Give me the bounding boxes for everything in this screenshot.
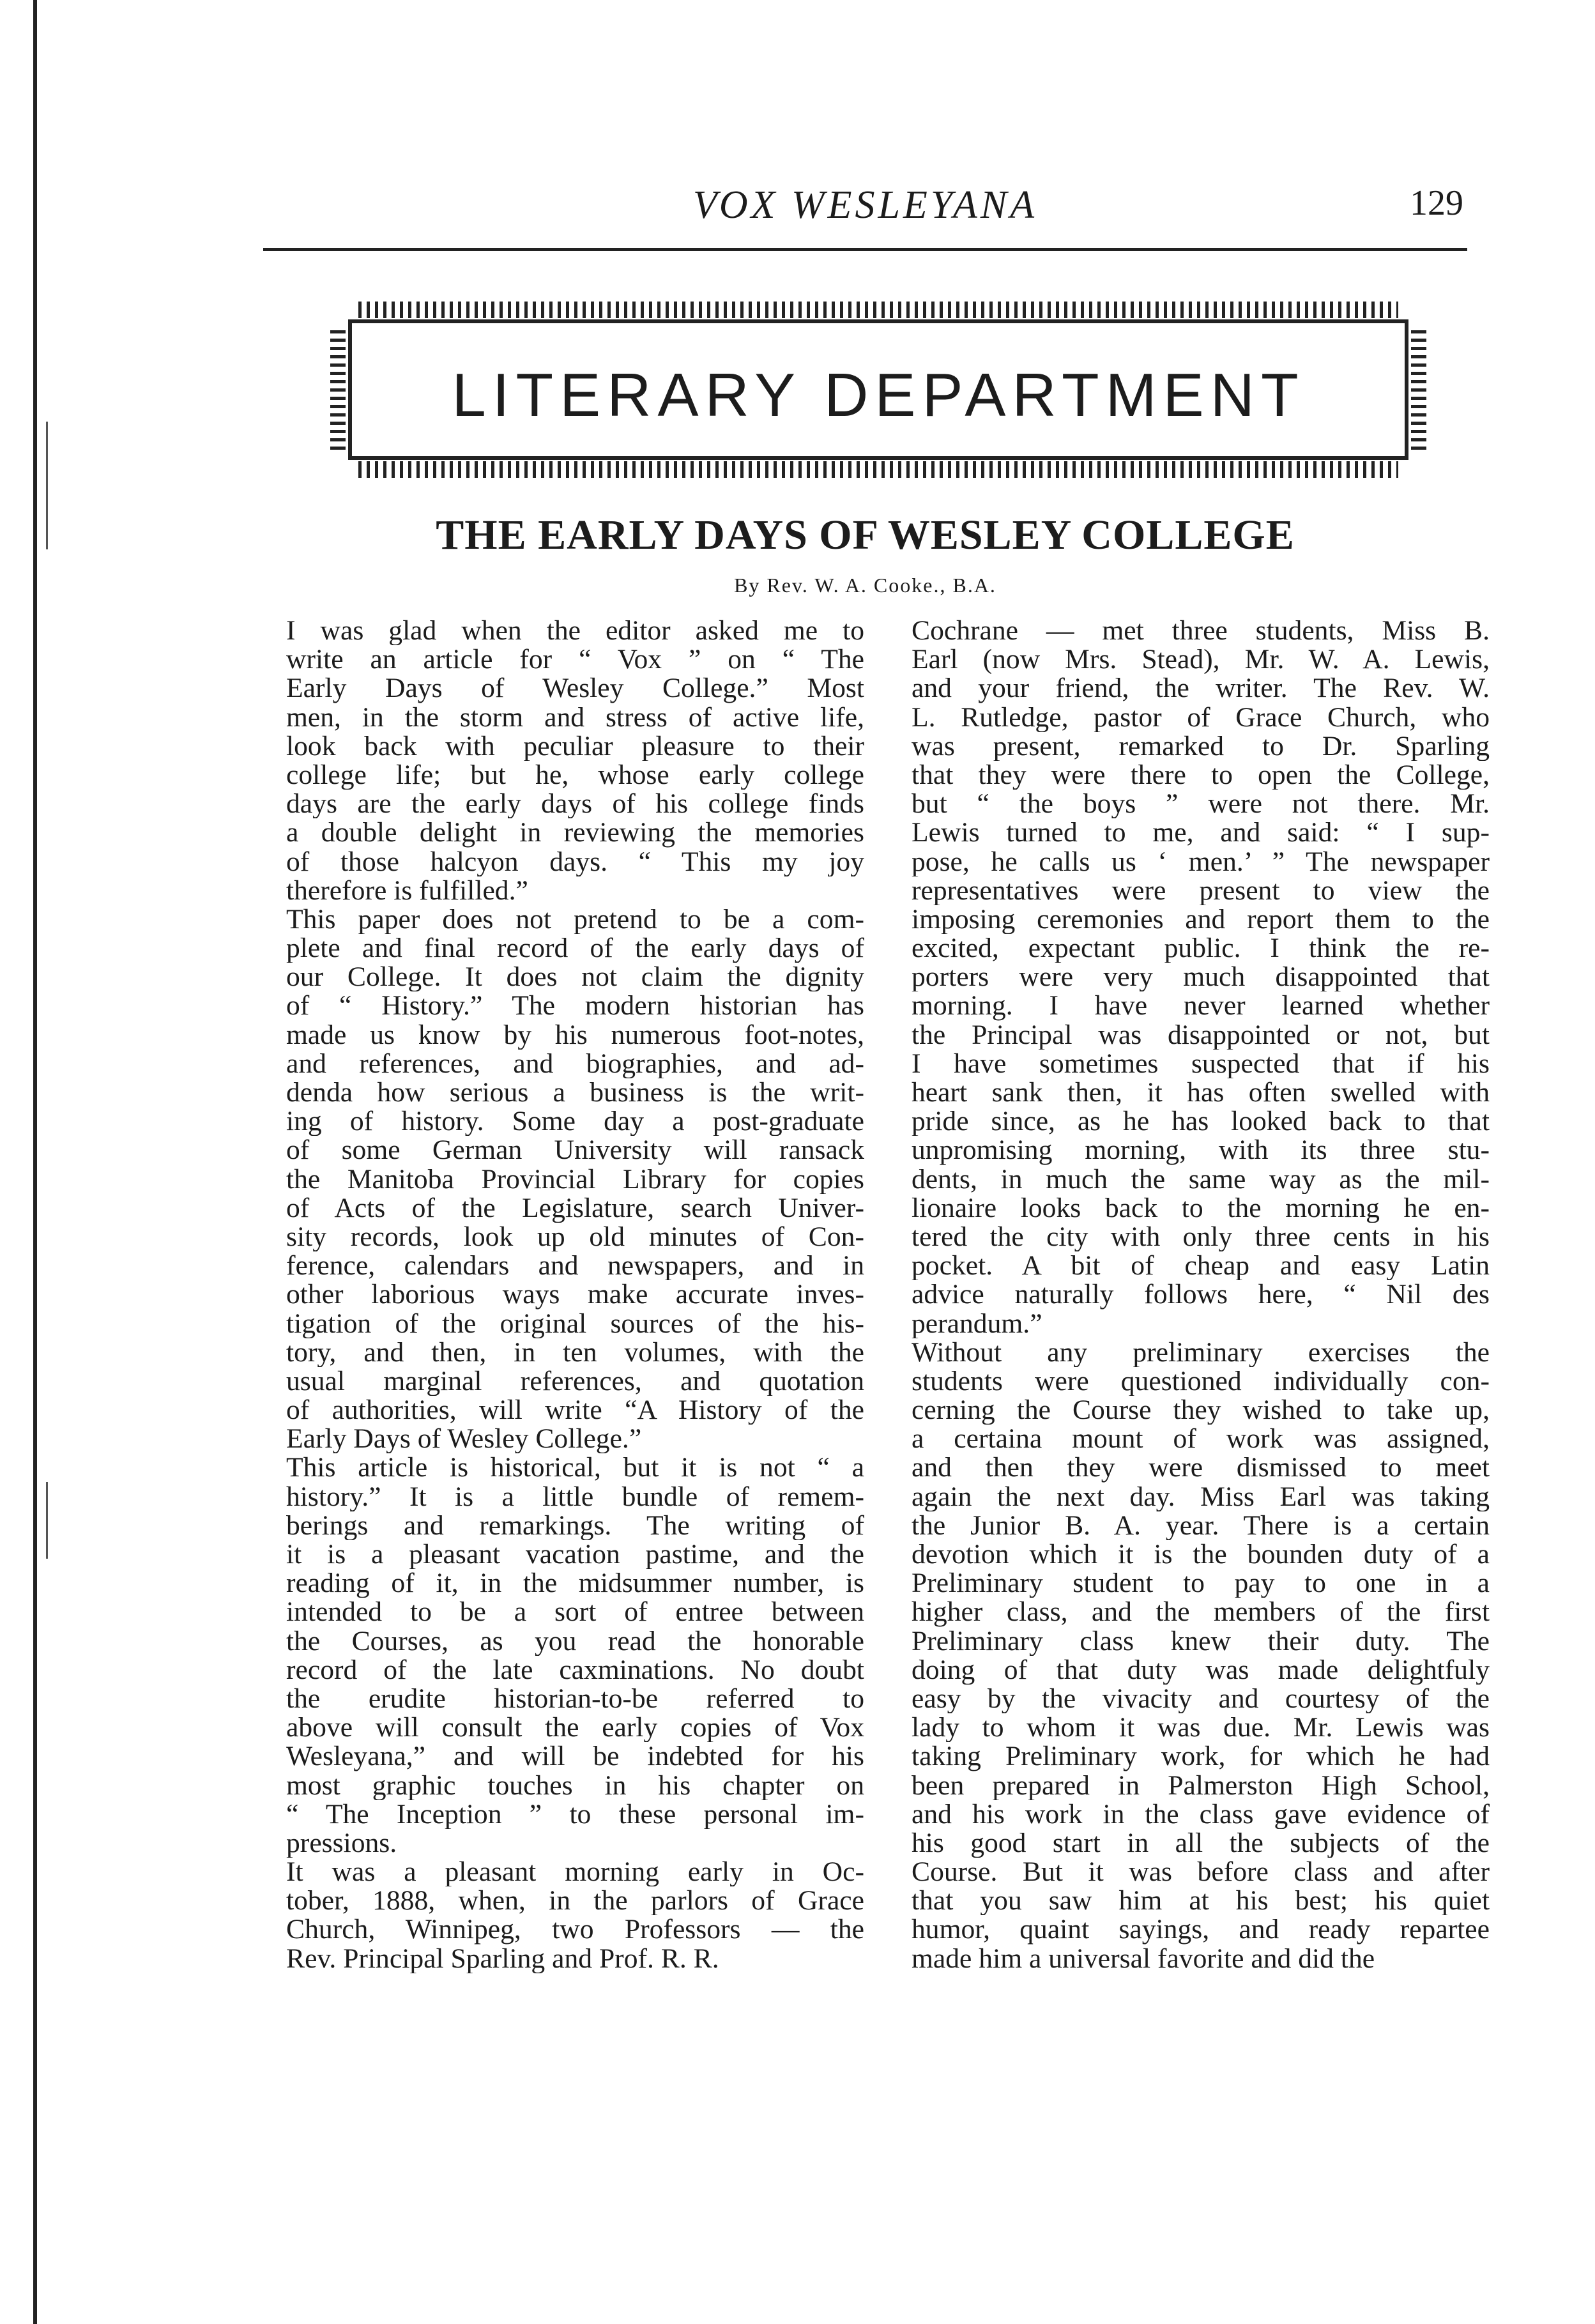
- text-line: heart sank then, it has often swelled with: [912, 1078, 1490, 1108]
- text-line: ing of history. Some day a post-graduate: [286, 1107, 864, 1136]
- text-line: Cochrane — met three students, Miss B.: [912, 616, 1490, 646]
- text-line: tigation of the original sources of the his-: [286, 1309, 864, 1338]
- text-line: Earl (now Mrs. Stead), Mr. W. A. Lewis,: [912, 645, 1490, 675]
- text-line: and your friend, the writer. The Rev. W.: [912, 674, 1490, 703]
- text-column-right: [912, 616, 1490, 1973]
- text-line: a certaina mount of work was assigned,: [912, 1425, 1490, 1454]
- text-line: Church, Winnipeg, two Professors — the: [286, 1915, 864, 1945]
- text-line: humor, quaint sayings, and ready repartee: [912, 1915, 1490, 1945]
- running-header: [263, 174, 1467, 238]
- text-line: a double delight in reviewing the memories: [286, 818, 864, 848]
- text-line: therefore is fulfilled.”: [286, 876, 528, 905]
- text-line: lionaire looks back to the morning he en-: [912, 1193, 1490, 1223]
- text-line: advice naturally follows here, “ Nil des: [912, 1280, 1490, 1310]
- department-banner: [348, 319, 1408, 460]
- text-line: above will consult the early copies of Vox: [286, 1713, 864, 1743]
- text-line: of those halcyon days. “ This my joy: [286, 847, 864, 876]
- text-line: and then they were dismissed to meet: [912, 1453, 1490, 1483]
- text-line: it is a pleasant vacation pastime, and the: [286, 1540, 864, 1570]
- text-line: excited, expectant public. I think the re-: [912, 934, 1490, 963]
- text-line: students were questioned individually con-: [912, 1366, 1490, 1396]
- text-line: of authorities, will write “A History of the: [286, 1396, 864, 1425]
- text-line: made him a universal favorite and did the: [912, 1944, 1375, 1973]
- text-line: pose, he calls us ‘ men.’ ” The newspaper: [912, 847, 1490, 876]
- text-line: tober, 1888, when, in the parlors of Grace: [286, 1886, 864, 1916]
- text-line: Early Days of Wesley College.” Most: [286, 674, 864, 703]
- text-line: I was glad when the editor asked me to: [286, 616, 864, 646]
- text-line: berings and remarkings. The writing of: [286, 1511, 864, 1540]
- department-title: LITERARY DEPARTMENT: [452, 361, 1305, 429]
- text-line: was present, remarked to Dr. Sparling: [912, 731, 1490, 761]
- text-line: Lewis turned to me, and said: “ I sup-: [912, 818, 1490, 848]
- text-line: our College. It does not claim the dignity: [286, 963, 864, 992]
- text-line: tered the city with only three cents in his: [912, 1222, 1490, 1252]
- text-line: of Acts of the Legislature, search Univer-: [286, 1193, 864, 1223]
- text-line: Preliminary student to pay to one in a: [912, 1569, 1490, 1598]
- text-line: his good start in all the subjects of the: [912, 1828, 1490, 1858]
- text-line: history.” It is a little bundle of remem-: [286, 1482, 864, 1511]
- text-line: taking Preliminary work, for which he had: [912, 1742, 1490, 1771]
- text-line: but “ the boys ” were not there. Mr.: [912, 790, 1490, 819]
- text-line: the Junior B. A. year. There is a certain: [912, 1511, 1490, 1540]
- page-number: 129: [1410, 183, 1463, 223]
- text-line: doing of that duty was made delightfuly: [912, 1655, 1490, 1685]
- text-line: representatives were present to view the: [912, 876, 1490, 905]
- text-line: easy by the vivacity and courtesy of the: [912, 1684, 1490, 1714]
- text-line: other laborious ways make accurate inves-: [286, 1280, 864, 1310]
- text-line: pressions.: [286, 1828, 397, 1858]
- text-line: This article is historical, but it is not “ a: [286, 1453, 864, 1483]
- text-column-left: [286, 616, 864, 1973]
- text-line: Without any preliminary exercises the: [912, 1338, 1490, 1367]
- article-byline: By Rev. W. A. Cooke., B.A.: [734, 574, 996, 597]
- running-title: VOX WESLEYANA: [692, 183, 1038, 227]
- text-line: ference, calendars and newspapers, and in: [286, 1251, 864, 1281]
- text-line: the Courses, as you read the honorable: [286, 1626, 864, 1656]
- article-title: THE EARLY DAYS OF WESLEY COLLEGE: [436, 512, 1295, 558]
- text-line: been prepared in Palmerston High School,: [912, 1771, 1490, 1800]
- text-line: perandum.”: [912, 1309, 1042, 1338]
- text-line: This paper does not pretend to be a com-: [286, 905, 864, 935]
- text-line: It was a pleasant morning early in Oc-: [286, 1858, 864, 1887]
- text-line: the Principal was disappointed or not, but: [912, 1020, 1490, 1050]
- text-line: days are the early days of his college finds: [286, 790, 864, 819]
- text-line: lady to whom it was due. Mr. Lewis was: [912, 1713, 1490, 1743]
- text-line: made us know by his numerous foot-notes,: [286, 1020, 864, 1050]
- text-line: tory, and then, in ten volumes, with the: [286, 1338, 864, 1367]
- text-line: usual marginal references, and quotation: [286, 1366, 864, 1396]
- text-line: that they were there to open the College,: [912, 760, 1490, 790]
- text-line: of some German University will ransack: [286, 1136, 864, 1165]
- text-line: Early Days of Wesley College.”: [286, 1425, 642, 1454]
- text-line: cerning the Course they wished to take up,: [912, 1396, 1490, 1425]
- scan-gutter-mark: [46, 422, 48, 549]
- scan-gutter-edge: [33, 0, 37, 2324]
- text-line: that you saw him at his best; his quiet: [912, 1886, 1490, 1916]
- banner-ornament-left: [330, 330, 346, 450]
- text-line: and his work in the class gave evidence of: [912, 1800, 1490, 1829]
- text-line: Course. But it was before class and after: [912, 1858, 1490, 1887]
- text-line: “ The Inception ” to these personal im-: [286, 1800, 864, 1829]
- text-line: unpromising morning, with its three stu-: [912, 1136, 1490, 1165]
- text-line: intended to be a sort of entree between: [286, 1598, 864, 1627]
- text-line: devotion which it is the bounden duty of a: [912, 1540, 1490, 1570]
- text-line: plete and final record of the early days of: [286, 934, 864, 963]
- text-line: of “ History.” The modern historian has: [286, 991, 864, 1021]
- text-line: L. Rutledge, pastor of Grace Church, who: [912, 703, 1490, 732]
- text-line: college life; but he, whose early college: [286, 760, 864, 790]
- text-line: the erudite historian-to-be referred to: [286, 1684, 864, 1714]
- text-line: record of the late caxminations. No doubt: [286, 1655, 864, 1685]
- text-line: I have sometimes suspected that if his: [912, 1049, 1490, 1078]
- text-line: pocket. A bit of cheap and easy Latin: [912, 1251, 1490, 1281]
- text-line: denda how serious a business is the writ-: [286, 1078, 864, 1108]
- text-line: morning. I have never learned whether: [912, 991, 1490, 1021]
- text-line: Preliminary class knew their duty. The: [912, 1626, 1490, 1656]
- scan-gutter-mark: [46, 1482, 48, 1559]
- banner-ornament-right: [1411, 330, 1426, 450]
- text-line: most graphic touches in his chapter on: [286, 1771, 864, 1800]
- text-line: again the next day. Miss Earl was taking: [912, 1482, 1490, 1511]
- text-line: imposing ceremonies and report them to the: [912, 905, 1490, 935]
- text-line: men, in the storm and stress of active life,: [286, 703, 864, 732]
- text-line: sity records, look up old minutes of Con-: [286, 1222, 864, 1252]
- text-line: Rev. Principal Sparling and Prof. R. R.: [286, 1944, 719, 1973]
- text-line: pride since, as he has looked back to that: [912, 1107, 1490, 1136]
- text-line: and references, and biographies, and ad-: [286, 1049, 864, 1078]
- text-line: look back with peculiar pleasure to their: [286, 731, 864, 761]
- text-line: Wesleyana,” and will be indebted for his: [286, 1742, 864, 1771]
- text-line: dents, in much the same way as the mil-: [912, 1165, 1490, 1194]
- text-line: write an article for “ Vox ” on “ The: [286, 645, 864, 675]
- header-rule: [263, 248, 1467, 251]
- text-line: the Manitoba Provincial Library for copies: [286, 1165, 864, 1194]
- text-line: higher class, and the members of the first: [912, 1598, 1490, 1627]
- text-line: porters were very much disappointed that: [912, 963, 1490, 992]
- text-line: reading of it, in the midsummer number, is: [286, 1569, 864, 1598]
